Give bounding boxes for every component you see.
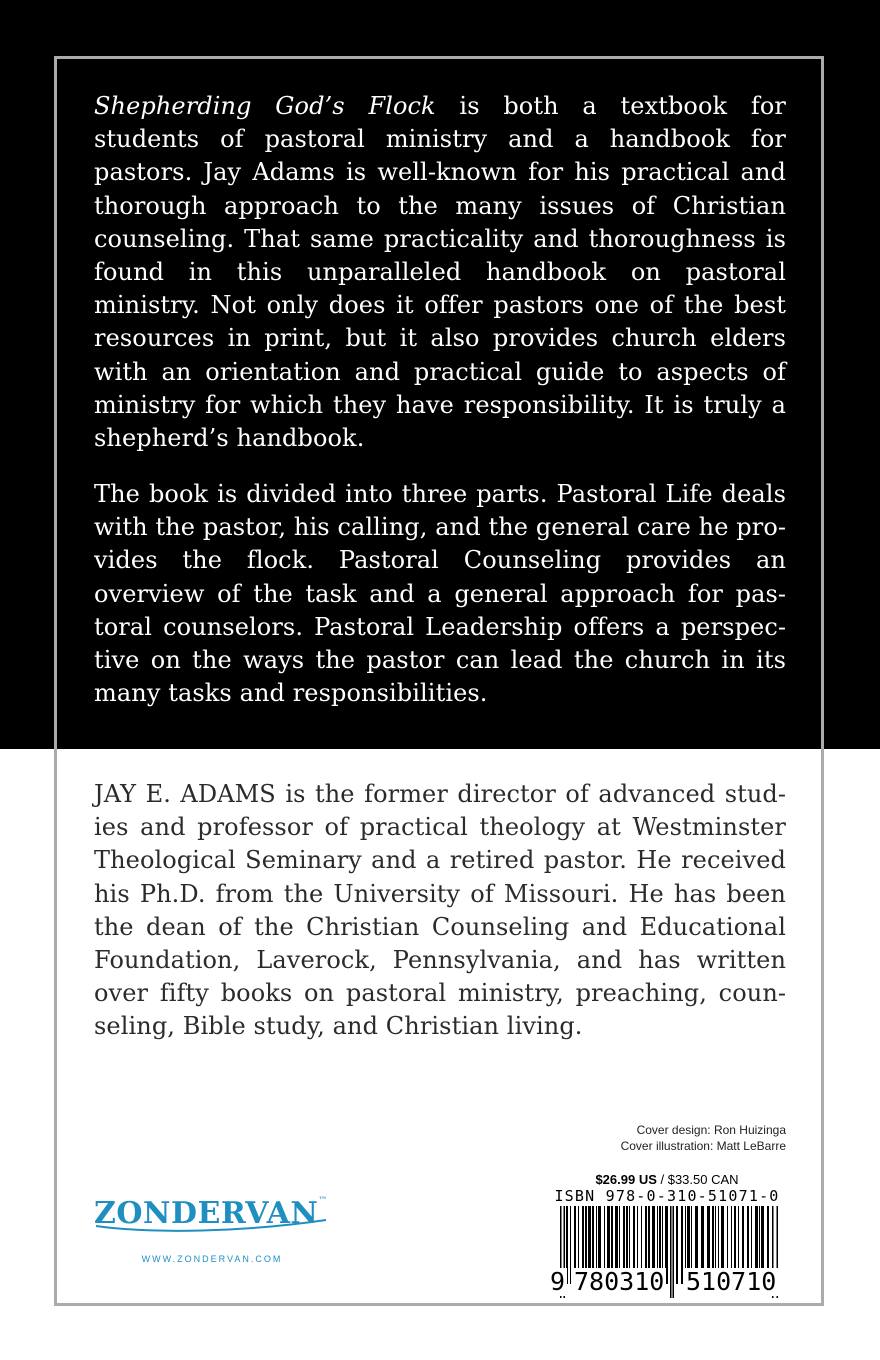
barcode-lead-digit: 9 [550, 1267, 566, 1296]
barcode-bar [676, 1206, 678, 1284]
barcode-left-digits: 780310 [574, 1267, 665, 1296]
barcode-bar [681, 1206, 683, 1284]
logo-swoosh-icon [94, 1196, 330, 1236]
price-line [552, 1172, 782, 1187]
author-bio: JAY E. ADAMS is the former director of advanced studies and professor of practical theology at Westminster Theological Seminary and a retired pastor. He received his Ph.D. from the University of Missouri. He has been the dean of the Christian Counseling and Educational Foundation, Laverock, Pennsylvania, and has written over fifty books on pastoral ministry, preaching, counseling, Bible study, and Christian living. [94, 780, 786, 1041]
trademark-symbol: ™ [318, 1196, 328, 1206]
barcode-right-digits: 510710 [686, 1267, 777, 1296]
barcode-bar [673, 1206, 675, 1298]
price-us: $26.99 US [595, 1172, 657, 1187]
cover-credits [621, 1122, 786, 1154]
blurb-paragraph-1 [94, 90, 786, 455]
price-can: / $33.50 CAN [656, 1172, 739, 1187]
book-title: Shepherding God’s Flock [94, 92, 436, 120]
barcode-bar [570, 1206, 571, 1284]
zondervan-logo [94, 1196, 330, 1236]
blurb-paragraph-1-text: is both a textbook for students of pastoral ministry and a handbook for pastors. Jay Adams is well-known for his practical and thorough approach to the many issues of Christian counseling. That same practicality and thoroughness is found in this unparalleled handbook on pastoral ministry. Not only does it offer pastors one of the best resources in print, but it also provides church elders with an orientation and practical guide to aspects of ministry for which they have responsibility. It is truly a shepherd’s handbook. [94, 92, 786, 453]
cover-illustration-credit: Cover illustration: Matt LeBarre [620, 1139, 786, 1153]
isbn-text: ISBN 978-0-310-51071-0 [554, 1187, 780, 1205]
blurb-paragraph-2: The book is divided into three parts. Pastoral Life deals with the pastor, his calling, and the general care he provides the flock. Pastoral Counseling provides an overview of the task and a general approach for pastoral counselors. Pastoral Leadership offers a perspective on the ways the pastor can lead the church in its many tasks and responsibilities. [94, 480, 786, 708]
publisher-website: WWW.ZONDERVAN.COM [141, 1254, 283, 1264]
cover-design-credit: Cover design: Ron Huizinga [636, 1123, 786, 1137]
barcode-bar [670, 1206, 672, 1298]
logo-wordmark: ZONDERVAN [94, 1196, 319, 1231]
